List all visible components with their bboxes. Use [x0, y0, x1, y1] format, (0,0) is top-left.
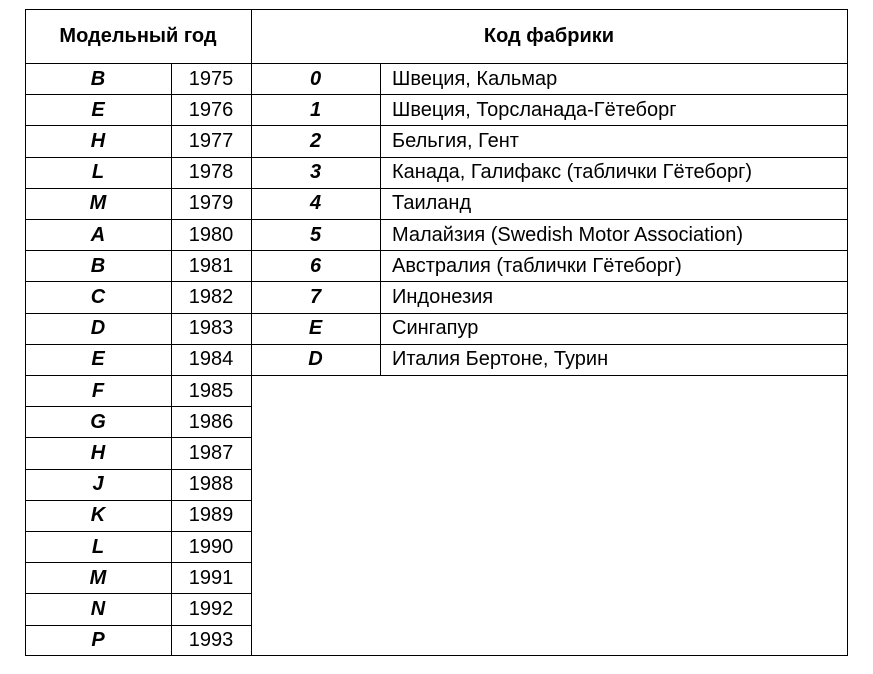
model-year-code: P: [91, 629, 105, 652]
model-year-code: F: [91, 379, 105, 402]
model-year-value: 1985: [188, 379, 234, 402]
factory-name: Австралия (таблички Гётеборг): [392, 254, 682, 277]
factory-code: 3: [309, 161, 322, 184]
model-year-value: 1983: [188, 317, 234, 340]
factory-code: 7: [309, 285, 322, 308]
model-year-value: 1989: [188, 504, 234, 527]
model-year-value: 1982: [188, 285, 234, 308]
model-year-code: C: [90, 285, 106, 308]
model-year-code: H: [90, 129, 106, 152]
model-year-value: 1984: [188, 348, 234, 371]
model-year-code: E: [91, 98, 105, 121]
model-year-header: Модельный год: [59, 25, 217, 47]
model-year-value: 1981: [188, 254, 234, 277]
model-year-code: L: [91, 161, 105, 184]
model-year-code: J: [92, 473, 104, 496]
model-year-code: E: [91, 348, 105, 371]
model-year-code: L: [91, 535, 105, 558]
row-divider: [251, 375, 847, 376]
factory-code: 0: [309, 67, 322, 90]
model-year-code: H: [90, 441, 106, 464]
factory-name: Индонезия: [392, 285, 494, 308]
model-year-value: 1987: [188, 441, 234, 464]
model-year-code: B: [90, 254, 106, 277]
factory-code: 1: [309, 98, 322, 121]
factory-name: Швеция, Кальмар: [392, 67, 558, 90]
factory-name: Италия Бертоне, Турин: [392, 348, 609, 371]
model-year-code: N: [90, 597, 106, 620]
column-divider: [847, 9, 848, 656]
factory-name: Канада, Галифакс (таблички Гётеборг): [392, 161, 753, 184]
factory-name: Сингапур: [392, 317, 479, 340]
model-year-value: 1979: [188, 192, 234, 215]
factory-code-header: Код фабрики: [483, 25, 615, 47]
model-year-value: 1978: [188, 161, 234, 184]
factory-code-table: [25, 9, 847, 655]
factory-code: 2: [309, 129, 322, 152]
factory-name: Бельгия, Гент: [392, 129, 519, 152]
factory-code: 5: [309, 223, 322, 246]
model-year-code: M: [89, 566, 107, 589]
factory-code: D: [308, 348, 323, 371]
model-year-code: D: [90, 317, 106, 340]
model-year-value: 1991: [188, 566, 234, 589]
factory-name: Швеция, Торсланада-Гётеборг: [392, 98, 677, 121]
factory-code: E: [308, 317, 323, 340]
model-year-code: A: [90, 223, 106, 246]
model-year-value: 1977: [188, 129, 234, 152]
factory-name: Малайзия (Swedish Motor Association): [392, 223, 744, 246]
factory-name: Таиланд: [392, 192, 472, 215]
model-year-code: B: [90, 67, 106, 90]
model-year-value: 1980: [188, 223, 234, 246]
model-year-value: 1993: [188, 629, 234, 652]
model-year-code: M: [89, 192, 107, 215]
model-year-value: 1988: [188, 473, 234, 496]
model-year-value: 1975: [188, 67, 234, 90]
model-year-value: 1992: [188, 597, 234, 620]
factory-code: 6: [309, 254, 322, 277]
model-year-code: G: [90, 410, 106, 433]
model-year-value: 1990: [188, 535, 234, 558]
model-year-code: K: [90, 504, 106, 527]
model-year-value: 1986: [188, 410, 234, 433]
factory-code: 4: [309, 192, 322, 215]
model-year-value: 1976: [188, 98, 234, 121]
